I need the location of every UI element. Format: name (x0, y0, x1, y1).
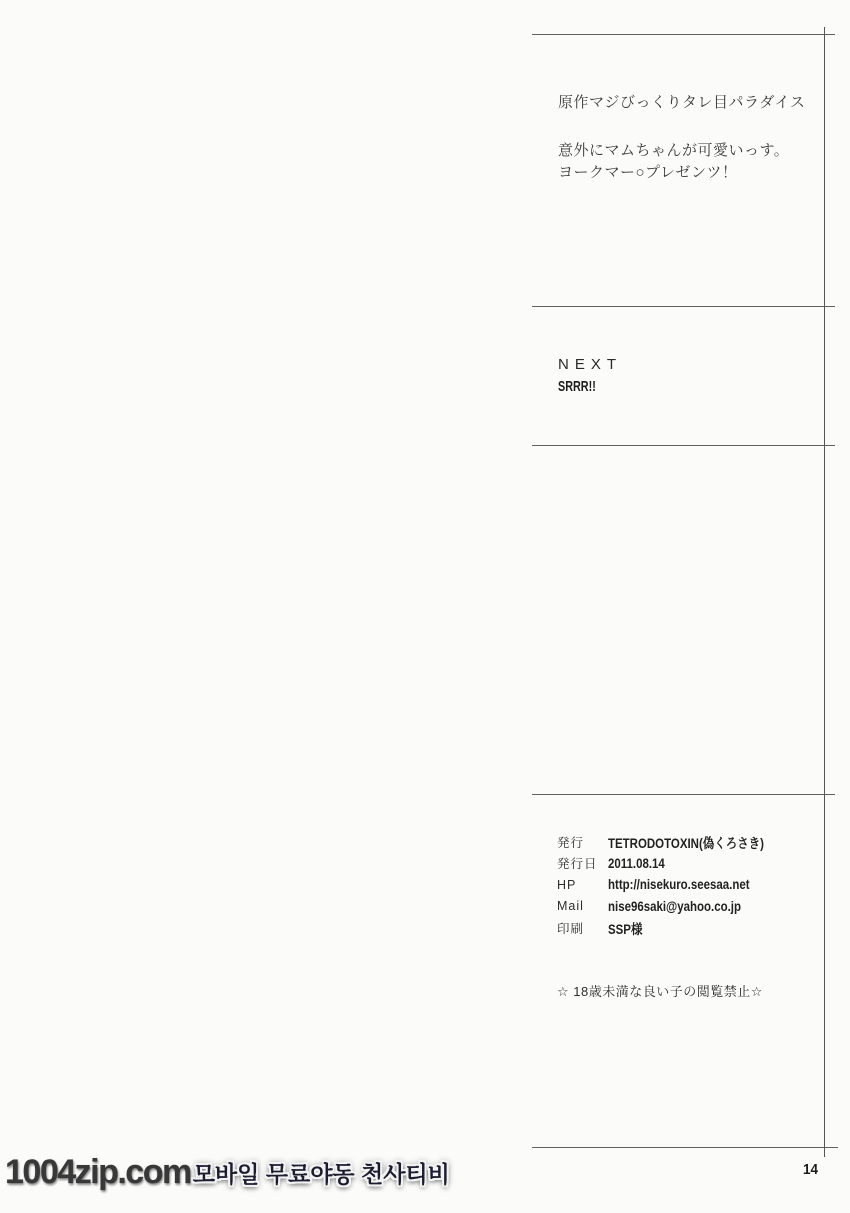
colophon-value: TETRODOTOXIN(偽くろさき) (608, 835, 764, 851)
colophon-label: 発行 (557, 835, 585, 850)
horizontal-rule-top (532, 34, 835, 35)
author-note-block (558, 140, 789, 184)
colophon-label: 印刷 (557, 921, 585, 936)
colophon-label: HP (557, 877, 577, 892)
watermark-korean-tagline: 모바일 무료야동 천사티비 (192, 1161, 450, 1187)
colophon-row-publish-date (557, 853, 792, 875)
colophon-row-mail (557, 896, 792, 918)
next-work-title: SRRR!! (558, 378, 596, 395)
age-restriction-notice: ☆ 18歳未満な良い子の閲覧禁止☆ (557, 984, 763, 999)
next-work-section (558, 356, 698, 395)
author-note-line1: 原作マジびっくりタレ目パラダイス (558, 94, 806, 111)
next-heading: NEXT (558, 356, 623, 373)
horizontal-rule-third (532, 445, 835, 446)
colophon-table (557, 831, 792, 939)
watermark-site-url: 1004zip.com (5, 1153, 191, 1191)
colophon-row-publisher (557, 831, 792, 853)
colophon-value: nise96saki@yahoo.co.jp (608, 898, 742, 914)
colophon-row-homepage (557, 874, 792, 896)
vertical-rule-right (824, 27, 825, 1157)
author-note-line3: ヨークマー○プレゼンツ！ (558, 164, 738, 181)
author-note-line2: 意外にマムちゃんが可愛いっす。 (558, 142, 790, 159)
horizontal-rule-second (532, 306, 835, 307)
colophon-label: 発行日 (557, 857, 598, 872)
horizontal-rule-fourth (532, 794, 835, 795)
colophon-label: Mail (557, 899, 584, 914)
colophon-row-printer (557, 917, 792, 939)
page-number: 14 (803, 1161, 819, 1178)
colophon-value: SSP様 (608, 921, 643, 937)
colophon-value: http://nisekuro.seesaa.net (608, 877, 750, 893)
site-watermark (5, 1153, 450, 1192)
horizontal-rule-bottom (532, 1147, 838, 1148)
colophon-value: 2011.08.14 (608, 855, 665, 871)
